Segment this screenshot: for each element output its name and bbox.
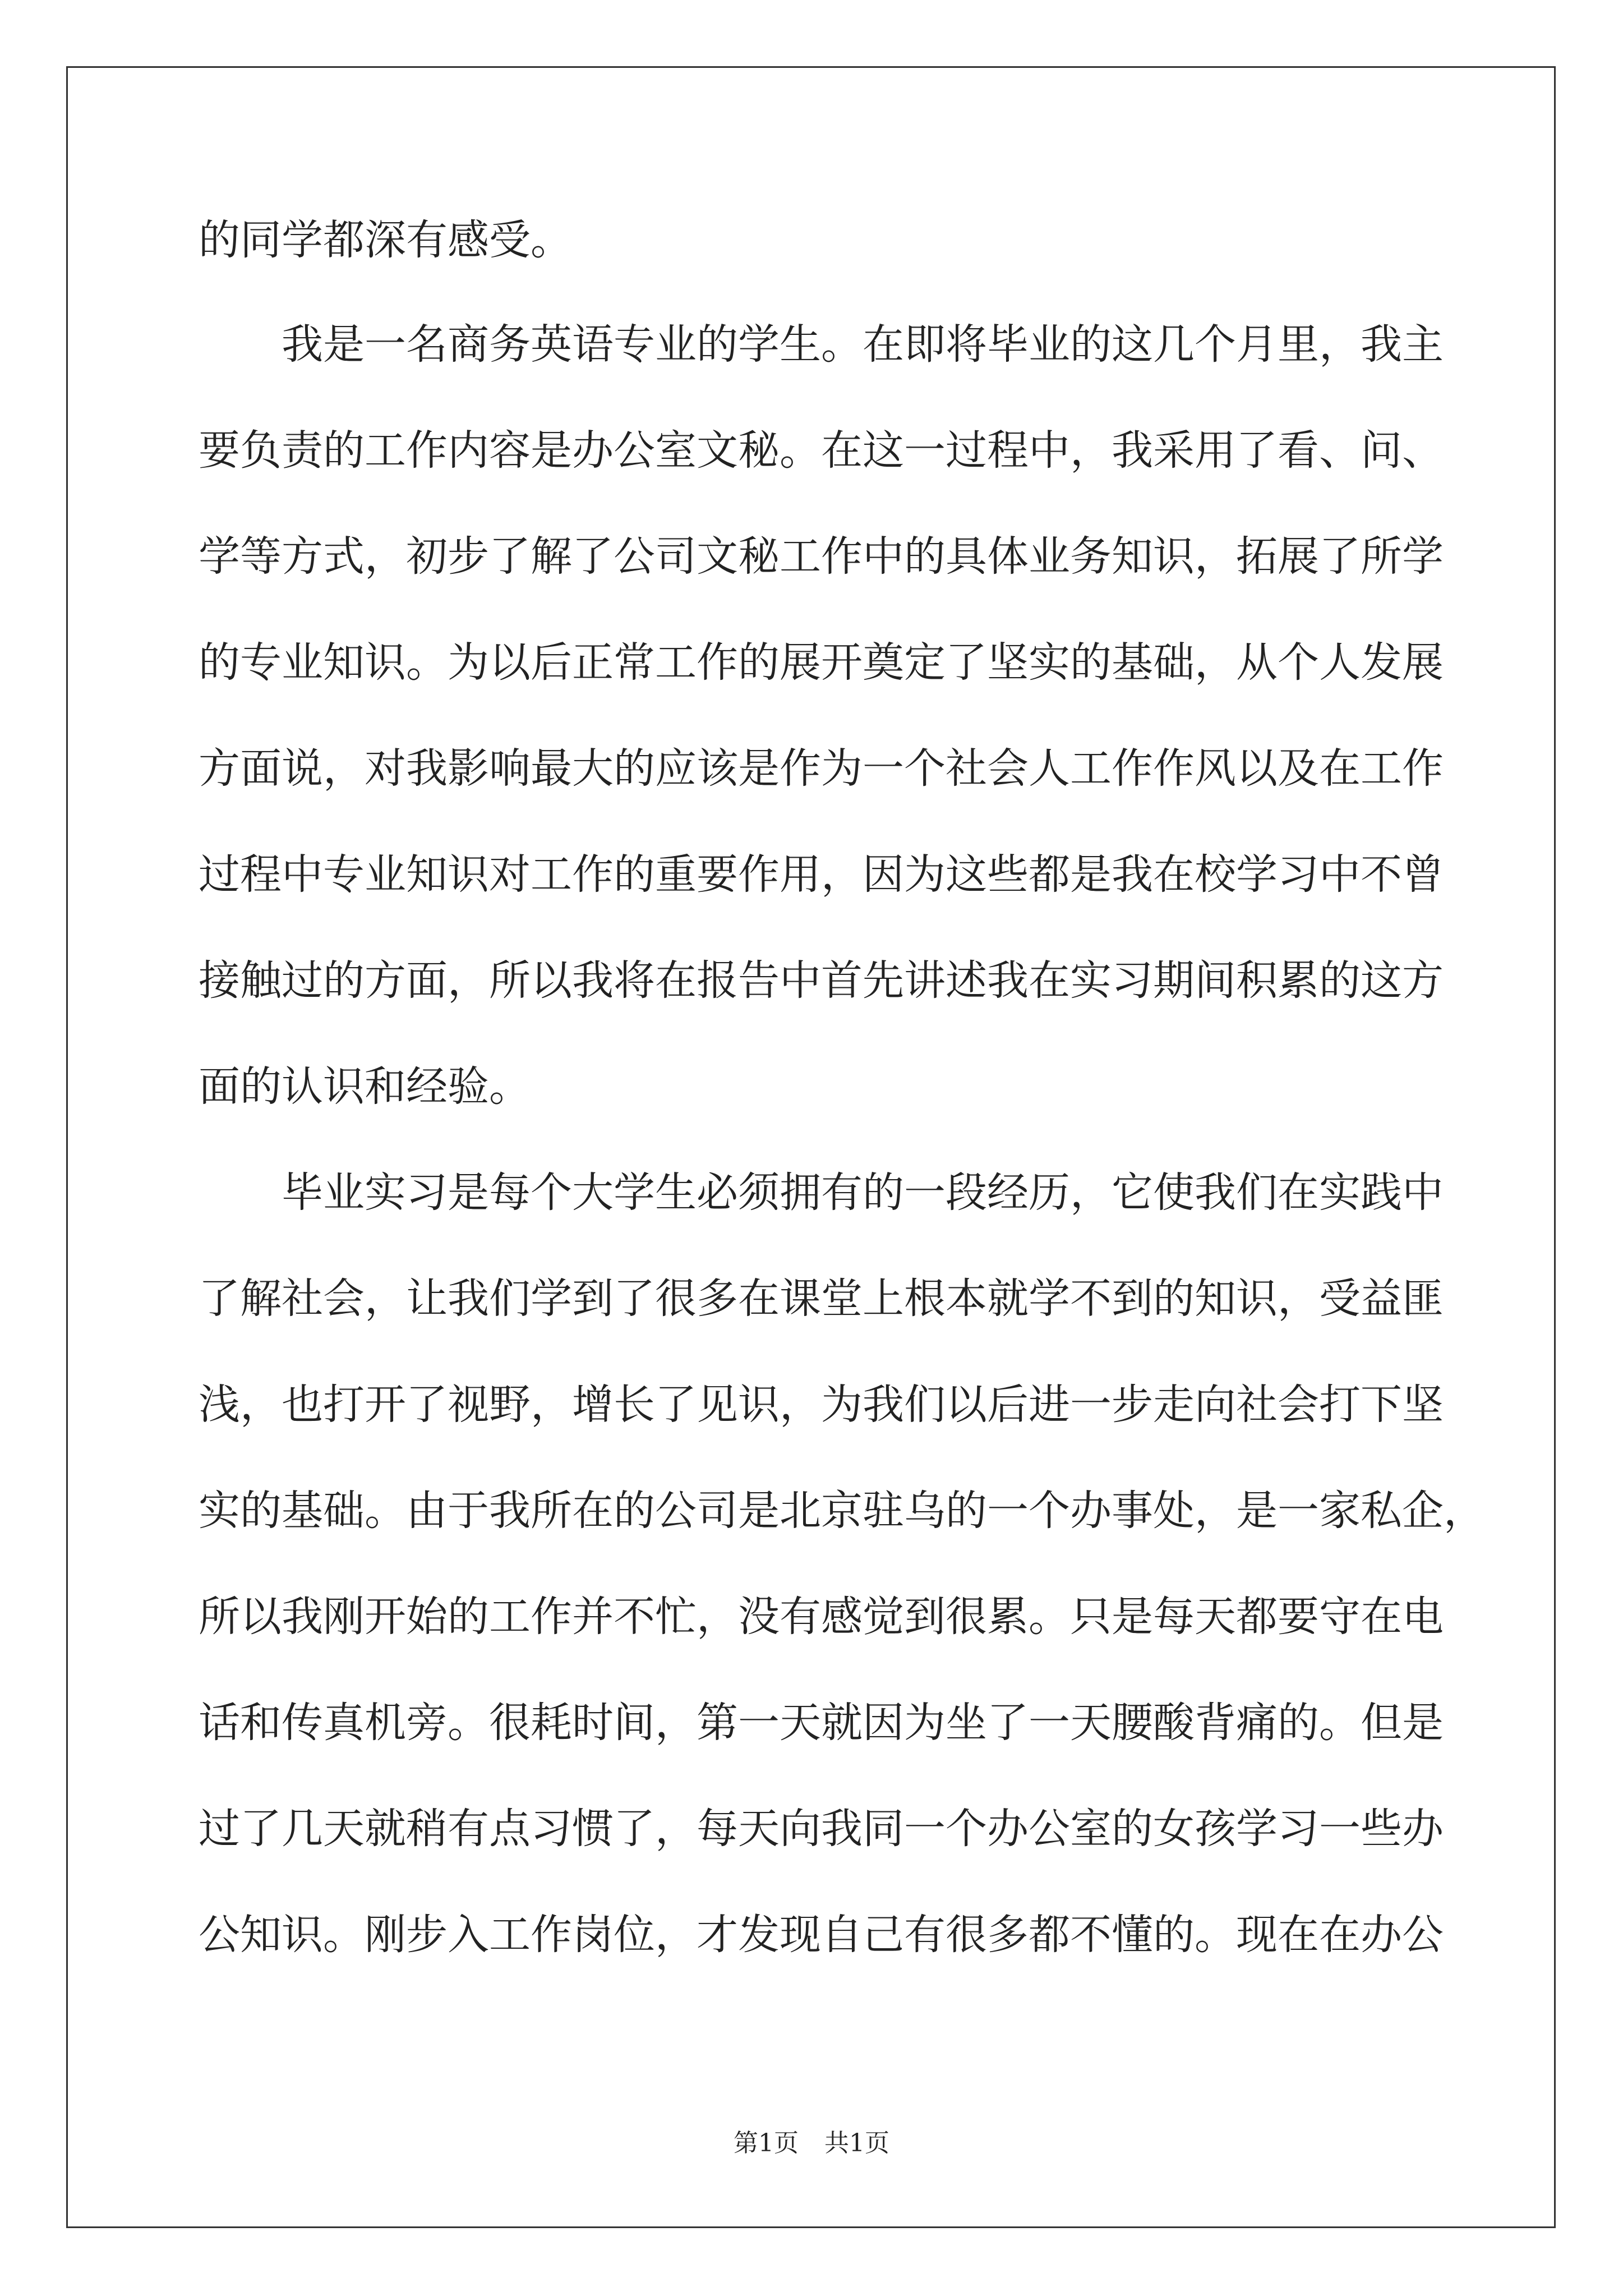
text-line: 学等方式，初步了解了公司文秘工作中的具体业务知识，拓展了所学 — [199, 532, 1444, 581]
text-line: 话和传真机旁。很耗时间，第一天就因为坐了一天腰酸背痛的。但是 — [199, 1699, 1444, 1747]
text-line: 了解社会，让我们学到了很多在课堂上根本就学不到的知识，受益匪 — [199, 1274, 1444, 1323]
text-line: 的专业知识。为以后正常工作的展开奠定了坚实的基础，从个人发展 — [199, 638, 1444, 687]
text-line: 过了几天就稍有点习惯了，每天向我同一个办公室的女孩学习一些办 — [199, 1805, 1444, 1853]
page-border — [66, 66, 1556, 2228]
text-line: 毕业实习是每个大学生必须拥有的一段经历，它使我们在实践中 — [199, 1168, 1444, 1217]
text-line: 的同学都深有感受。 — [199, 216, 572, 264]
text-line: 所以我刚开始的工作并不忙，没有感觉到很累。只是每天都要守在电 — [199, 1593, 1444, 1641]
text-line: 要负责的工作内容是办公室文秘。在这一过程中，我采用了看、问、 — [199, 426, 1444, 475]
text-line: 方面说，对我影响最大的应该是作为一个社会人工作作风以及在工作 — [199, 744, 1444, 793]
page-footer — [0, 2128, 1623, 2159]
text-line: 实的基础。由于我所在的公司是北京驻乌的一个办事处，是一家私企， — [199, 1487, 1485, 1535]
text-line: 浅，也打开了视野，增长了见识，为我们以后进一步走向社会打下坚 — [199, 1381, 1444, 1429]
text-line: 接触过的方面，所以我将在报告中首先讲述我在实习期间积累的这方 — [199, 956, 1444, 1005]
page-total: 共1页 — [824, 2129, 889, 2157]
page-number: 第1页 — [734, 2129, 799, 2157]
text-line: 我是一名商务英语专业的学生。在即将毕业的这几个月里，我主 — [199, 320, 1444, 369]
text-line: 面的认识和经验。 — [199, 1062, 531, 1111]
text-line: 过程中专业知识对工作的重要作用，因为这些都是我在校学习中不曾 — [199, 850, 1444, 899]
text-line: 公知识。刚步入工作岗位，才发现自己有很多都不懂的。现在在办公 — [199, 1911, 1444, 1959]
